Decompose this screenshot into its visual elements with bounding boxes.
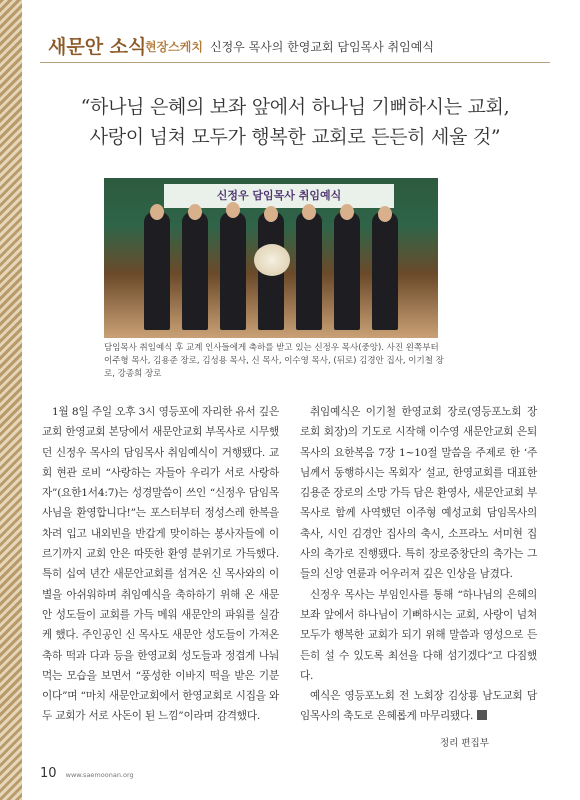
end-mark-icon	[477, 710, 487, 720]
photo-person-head	[264, 206, 278, 222]
article-column-left	[42, 402, 279, 727]
photo-person-head	[340, 204, 354, 220]
photo-banner: 신정우 담임목사 취임예식	[164, 184, 394, 208]
photo-person	[372, 212, 398, 330]
bouquet-image	[254, 244, 290, 276]
page-footer	[40, 762, 134, 781]
photo-person	[144, 212, 170, 330]
photo-person	[220, 212, 246, 330]
article-paragraph-last	[300, 686, 537, 727]
article-paragraph: 1월 8일 주일 오후 3시 영등포에 자리한 유서 깊은 교회 한영교회 본당에서 새문안교회 부목사로 시무했던 신정우 목사의 담임목사 취임예식이 거행됐다. 교회 현관 로비 “사랑하는 자들아 우리가 서로 사랑하자”(요한1서4:7)는 성경말씀이 쓰인 “신정우 담임목사님을 환영합니다!”는 포스터부터 정성스레 한복을 차려 입고 내외빈을 반갑게 맞이하는 봉사자들에 이르기까지 교회 안은 따뜻한 환영 분위기로 가득했다. 특히 십여 년간 새문안교회를 섬겨온 신 목사와의 이별을 아쉬워하며 취임예식을 축하하기 위해 온 새문안 성도들이 교회를 가득 메워 새문안의 파워를 실감케 했다. 주인공인 신 목사도 새문안 성도들이 가져온 축하 떡과 다과 등을 한영교회 성도들과 정겹게 나눠먹는 모습을 보면서 “풍성한 이바지 떡을 받은 기분이다”며 “마치 새문안교회에서 한영교회로 시집을 와 두 교회가 서로 사돈이 된 느낌”이라며 감격했다.	[42, 406, 279, 723]
category-label: 현장스케치	[145, 40, 203, 54]
event-photo	[104, 178, 438, 338]
photo-person	[334, 212, 360, 330]
headline-line-2: 사랑이 넘쳐 모두가 행복한 교회로 든든히 세울 것”	[89, 126, 501, 148]
decorative-stripe	[0, 0, 22, 800]
article-column-right	[300, 402, 537, 727]
page-number: 10	[40, 766, 57, 781]
website-url: www.saemoonan.org	[65, 771, 134, 779]
photo-caption: 담임목사 취임예식 후 교계 인사들에게 축하를 받고 있는 신정우 목사(중앙). 사진 왼쪽부터 이주형 목사, 김용준 장로, 김성용 목사, 신 목사, 이수영 목사, (뒤로) 김경안 집사, 이기철 장로, 강종희 장로	[104, 343, 444, 379]
section-name: 새문안 소식	[48, 36, 147, 58]
photo-person-head	[188, 204, 202, 220]
photo-person	[182, 212, 208, 330]
page-header	[40, 32, 550, 62]
article-paragraph: 신정우 목사는 부임인사를 통해 “하나님의 은혜의 보좌 앞에서 하나님이 기뻐하시는 교회, 사랑이 넘쳐 모두가 행복한 교회가 되기 위해 말씀과 영성으로 든든히 설 수 있도록 최선을 다해 섬기겠다”고 다짐했다.	[300, 588, 537, 682]
photo-person-head	[150, 204, 164, 220]
article-kicker: 신정우 목사의 한영교회 담임목사 취임예식	[210, 40, 434, 54]
photo-person-head	[226, 202, 240, 218]
photo-person	[296, 212, 322, 330]
photo-person-head	[378, 206, 392, 222]
article-paragraph: 취임예식은 이기철 한영교회 장로(영등포노회 장로회 회장)의 기도로 시작해 이수영 새문안교회 은퇴목사의 요한복음 7장 1~10절 말씀을 주제로 한 ‘주님께서 동행하시는 목회자’ 설교, 한영교회를 대표한 김용준 장로의 소망 가득 담은 환영사, 새문안교회 부목사로 함께 사역했던 이주형 예성교회 담임목사의 축사, 시인 김경안 집사의 축시, 소프라노 서미현 집사의 축가로 진행됐다. 특히 장로중창단의 축가는 그들의 신앙 연륜과 어우러져 깊은 인상을 남겼다.	[300, 406, 537, 581]
headline	[40, 92, 550, 152]
photo-person-head	[302, 204, 316, 220]
headline-line-1: “하나님 은혜의 보좌 앞에서 하나님 기뻐하시는 교회,	[80, 96, 510, 118]
header-divider	[40, 62, 550, 63]
author-credit: 정리 편집부	[440, 738, 489, 749]
article-paragraph-text: 예식은 영등포노회 전 노회장 김상룡 남도교회 담임목사의 축도로 은혜롭게 마무리됐다.	[300, 690, 537, 723]
